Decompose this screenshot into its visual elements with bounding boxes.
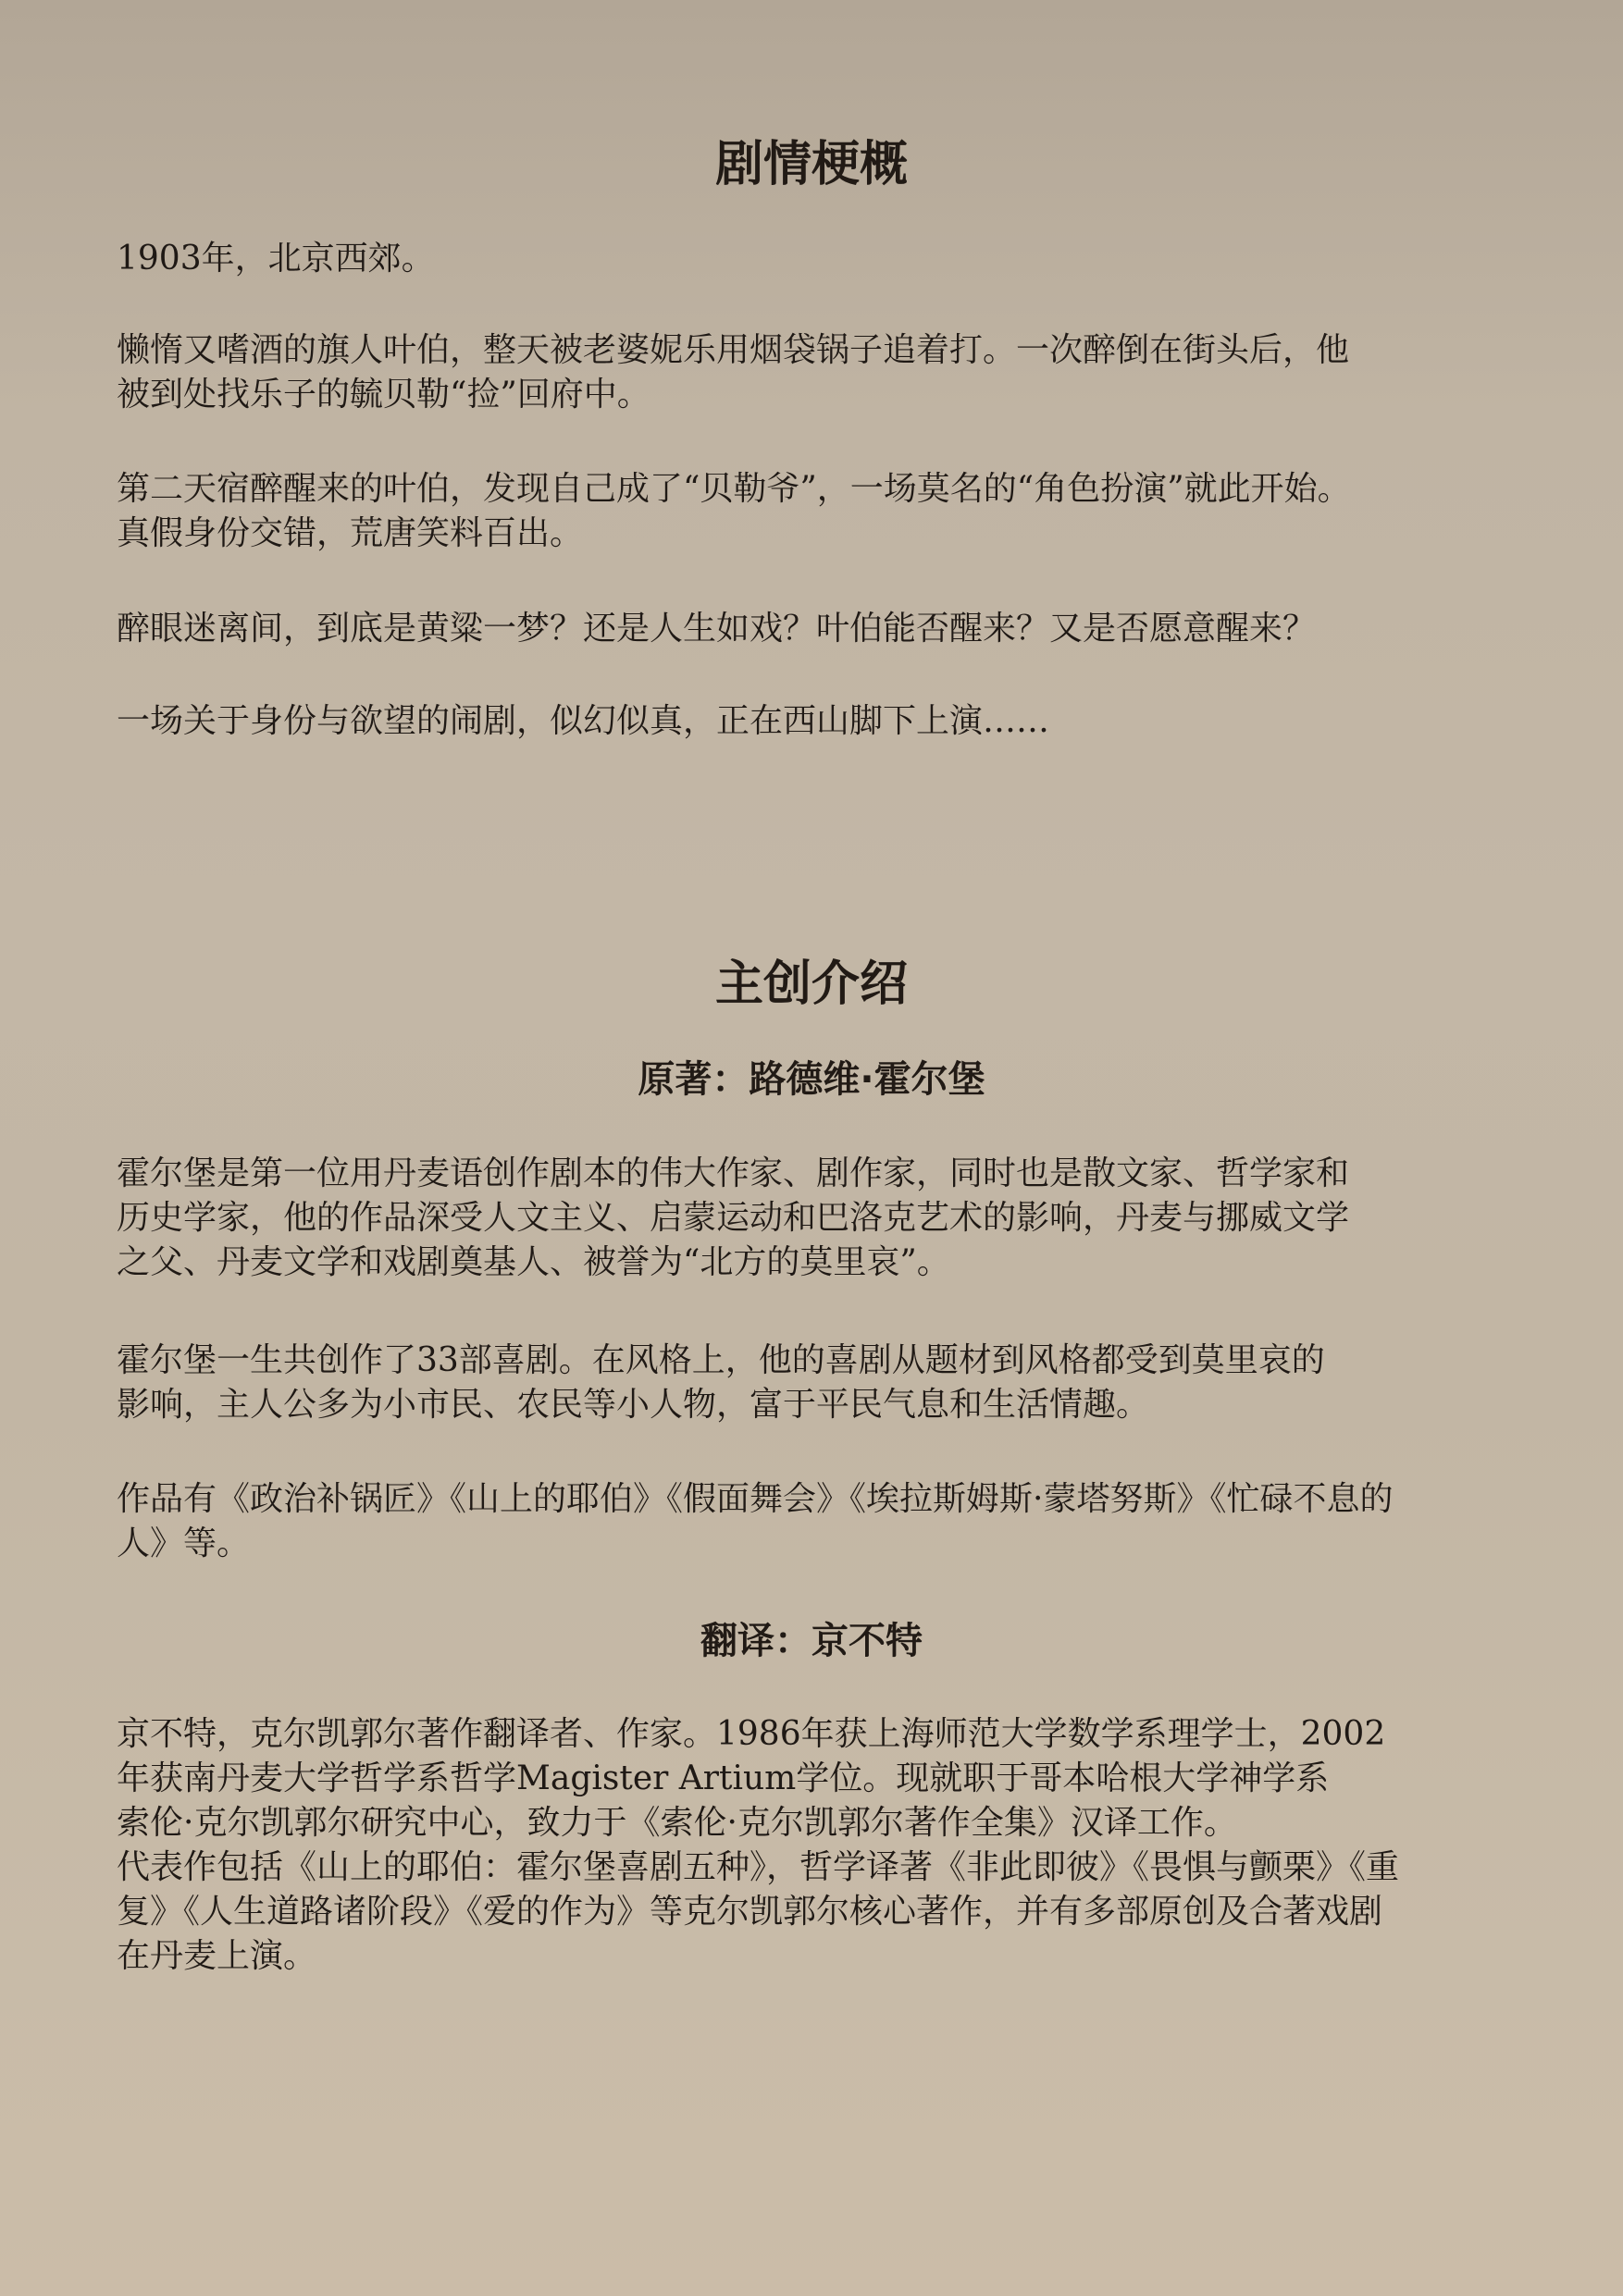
author-paragraph bbox=[117, 1339, 1514, 1427]
translator-heading: 翻译：京不特 bbox=[700, 1620, 923, 1662]
text-line: 年获南丹麦大学哲学系哲学Magister Artium学位。现就职于哥本哈根大学神学系 bbox=[117, 1759, 1330, 1797]
text-line: 之父、丹麦文学和戏剧奠基人、被誉为“北方的莫里哀”。 bbox=[117, 1243, 950, 1281]
synopsis-paragraph bbox=[117, 607, 1514, 651]
synopsis-paragraph bbox=[117, 467, 1514, 556]
synopsis-paragraph bbox=[117, 699, 1514, 744]
text-line: 索伦·克尔凯郭尔研究中心，致力于《索伦·克尔凯郭尔著作全集》汉译工作。 bbox=[117, 1804, 1237, 1842]
synopsis-paragraph bbox=[117, 328, 1514, 417]
text-line: 霍尔堡一生共创作了33部喜剧。在风格上，他的喜剧从题材到风格都受到莫里哀的 bbox=[117, 1341, 1325, 1379]
text-line: 懒惰又嗜酒的旗人叶伯，整天被老婆妮乐用烟袋锅子追着打。一次醉倒在街头后，他 bbox=[117, 331, 1350, 369]
text-line: 人》等。 bbox=[117, 1524, 251, 1562]
text-line: 被到处找乐子的毓贝勒“捡”回府中。 bbox=[117, 376, 650, 414]
author-paragraph bbox=[117, 1477, 1514, 1566]
text-line: 京不特，克尔凯郭尔著作翻译者、作家。1986年获上海师范大学数学系理学士，2002 bbox=[117, 1715, 1386, 1753]
author-heading: 原著：路德维·霍尔堡 bbox=[638, 1058, 985, 1101]
text-line: 1903年，北京西郊。 bbox=[117, 240, 435, 278]
text-line: 影响，主人公多为小市民、农民等小人物，富于平民气息和生活情趣。 bbox=[117, 1386, 1150, 1424]
text-line: 一场关于身份与欲望的闹剧，似幻似真，正在西山脚下上演…… bbox=[117, 702, 1050, 740]
text-line: 代表作包括《山上的耶伯：霍尔堡喜剧五种》，哲学译著《非此即彼》《畏惧与颤栗》《重 bbox=[117, 1848, 1400, 1886]
text-line: 复》《人生道路诸阶段》《爱的作为》等克尔凯郭尔核心著作，并有多部原创及合著戏剧 bbox=[117, 1893, 1383, 1931]
author-paragraph bbox=[117, 1152, 1514, 1285]
text-line: 第二天宿醉醒来的叶伯，发现自己成了“贝勒爷”，一场莫名的“角色扮演”就此开始。 bbox=[117, 470, 1351, 508]
synopsis-paragraph bbox=[117, 237, 1514, 281]
text-line: 醉眼迷离间，到底是黄粱一梦？还是人生如戏？叶伯能否醒来？又是否愿意醒来？ bbox=[117, 610, 1317, 648]
text-line: 作品有《政治补锅匠》《山上的耶伯》《假面舞会》《埃拉斯姆斯·蒙塔努斯》《忙碌不息的 bbox=[117, 1480, 1394, 1518]
creators-title: 主创介绍 bbox=[714, 957, 908, 1012]
text-line: 霍尔堡是第一位用丹麦语创作剧本的伟大作家、剧作家，同时也是散文家、哲学家和 bbox=[117, 1154, 1350, 1192]
translator-paragraph bbox=[117, 1712, 1514, 1979]
synopsis-title: 剧情梗概 bbox=[714, 137, 908, 192]
text-line: 在丹麦上演。 bbox=[117, 1937, 317, 1975]
text-line: 历史学家，他的作品深受人文主义、启蒙运动和巴洛克艺术的影响，丹麦与挪威文学 bbox=[117, 1199, 1350, 1237]
text-line: 真假身份交错，荒唐笑料百出。 bbox=[117, 514, 584, 552]
